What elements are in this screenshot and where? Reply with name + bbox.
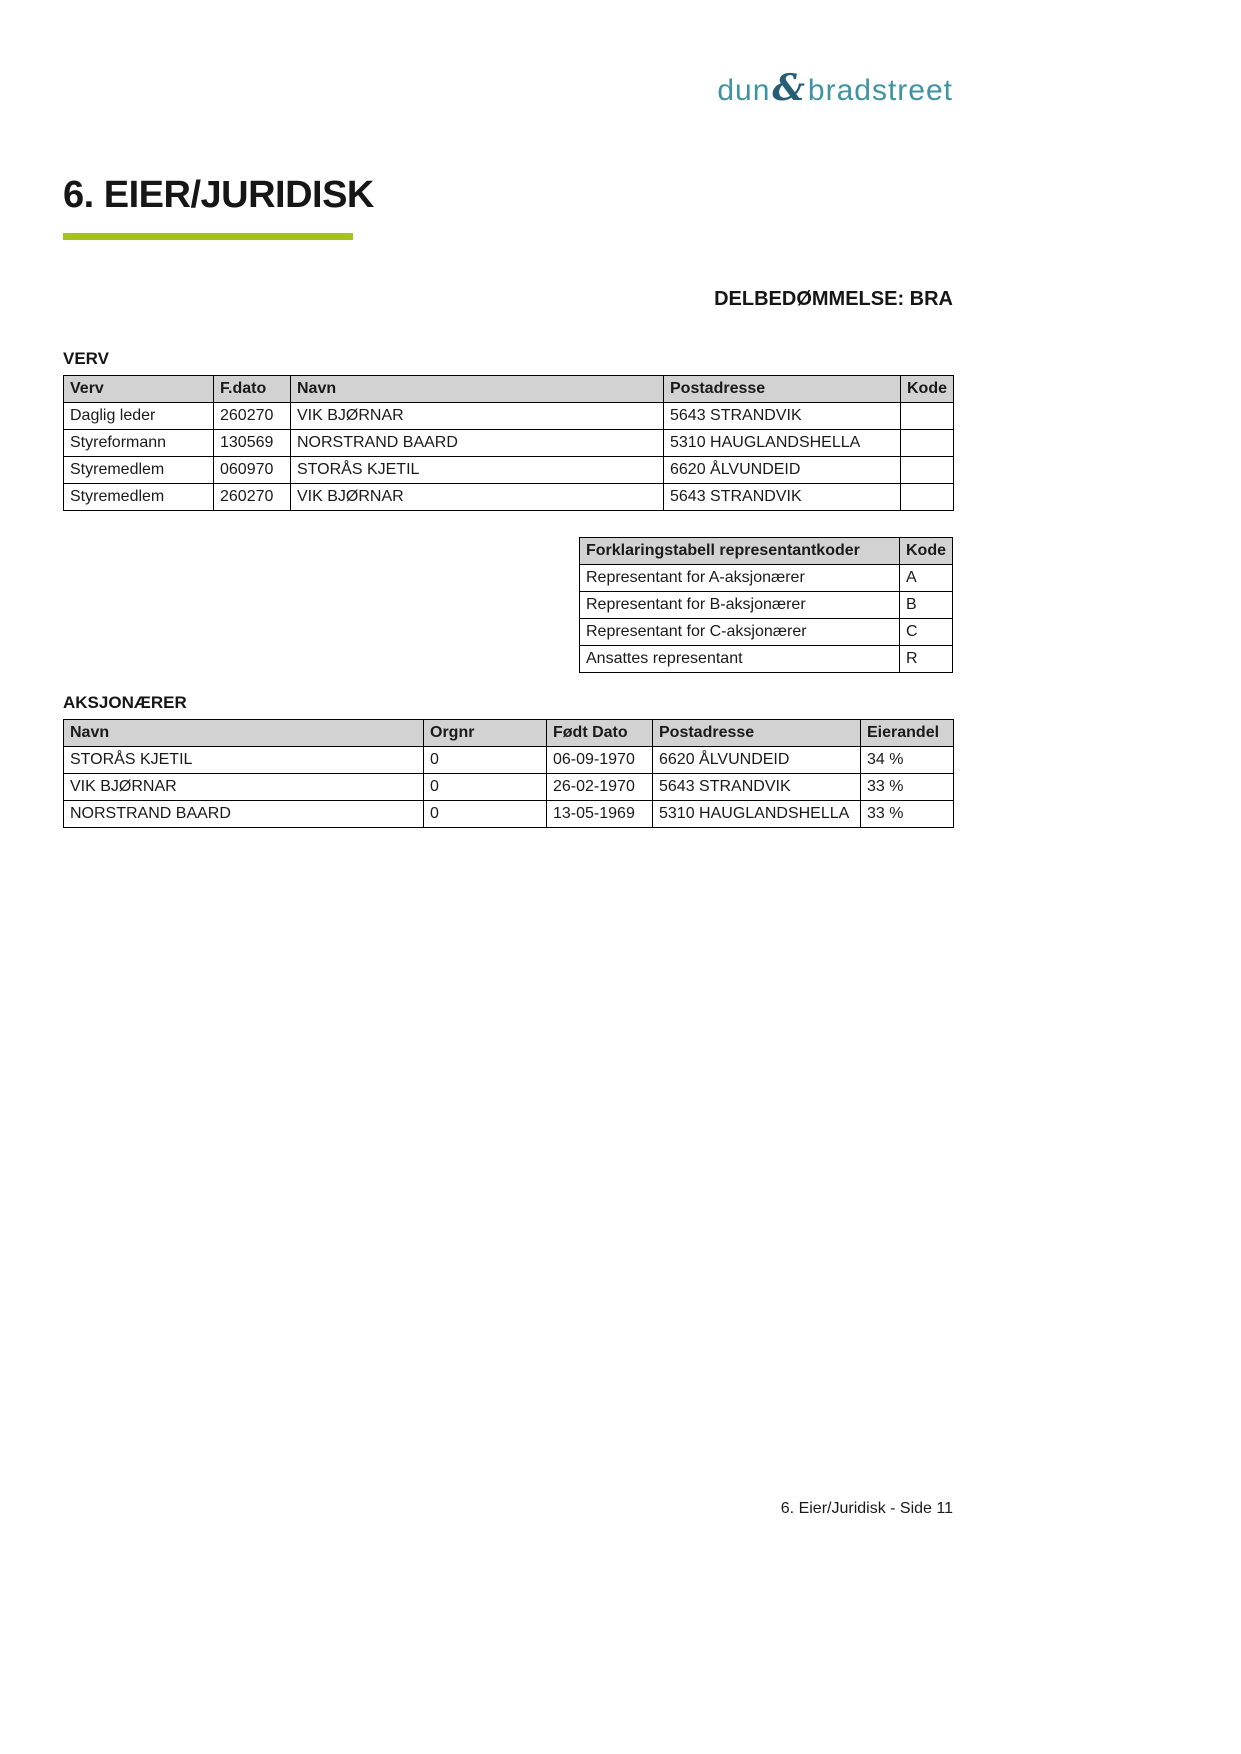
table-cell: 0: [424, 774, 547, 801]
table-cell: Representant for C-aksjonærer: [580, 619, 900, 646]
table-cell: NORSTRAND BAARD: [291, 430, 664, 457]
column-header-postadresse: Postadresse: [664, 376, 901, 403]
table-row: [580, 646, 953, 673]
table-cell: 060970: [214, 457, 291, 484]
column-header-verv: Verv: [64, 376, 214, 403]
table-cell: 0: [424, 747, 547, 774]
table-cell: VIK BJØRNAR: [291, 403, 664, 430]
table-row: [580, 565, 953, 592]
table-row: [64, 774, 954, 801]
table-row: [64, 484, 954, 511]
table-row: [64, 457, 954, 484]
table-row: [64, 801, 954, 828]
column-header-fodt-dato: Født Dato: [547, 720, 653, 747]
table-cell: 26-02-1970: [547, 774, 653, 801]
table-cell: [901, 430, 954, 457]
dun-bradstreet-logo: [63, 67, 953, 109]
ampersand-icon: &: [772, 67, 806, 109]
table-cell: 5643 STRANDVIK: [664, 484, 901, 511]
content-area: [63, 0, 953, 828]
table-cell: VIK BJØRNAR: [291, 484, 664, 511]
table-header-row: [580, 538, 953, 565]
table-cell: 6620 ÅLVUNDEID: [664, 457, 901, 484]
table-cell: Styremedlem: [64, 484, 214, 511]
table-cell: A: [900, 565, 953, 592]
column-header-fdato: F.dato: [214, 376, 291, 403]
table-cell: C: [900, 619, 953, 646]
table-cell: VIK BJØRNAR: [64, 774, 424, 801]
logo-text-dun: dun: [717, 74, 771, 107]
table-header-row: [64, 376, 954, 403]
column-header-kode: Kode: [900, 538, 953, 565]
column-header-postadresse: Postadresse: [653, 720, 861, 747]
column-header-navn: Navn: [291, 376, 664, 403]
column-header-kode: Kode: [901, 376, 954, 403]
column-header-eierandel: Eierandel: [861, 720, 954, 747]
table-cell: Representant for A-aksjonærer: [580, 565, 900, 592]
table-cell: NORSTRAND BAARD: [64, 801, 424, 828]
table-cell: 6620 ÅLVUNDEID: [653, 747, 861, 774]
table-cell: [901, 484, 954, 511]
table-cell: 34 %: [861, 747, 954, 774]
table-cell: Daglig leder: [64, 403, 214, 430]
table-cell: 0: [424, 801, 547, 828]
table-cell: Representant for B-aksjonærer: [580, 592, 900, 619]
table-cell: 130569: [214, 430, 291, 457]
table-cell: Styremedlem: [64, 457, 214, 484]
table-cell: 5643 STRANDVIK: [653, 774, 861, 801]
table-row: [580, 619, 953, 646]
table-cell: [901, 403, 954, 430]
table-cell: Ansattes representant: [580, 646, 900, 673]
table-cell: 13-05-1969: [547, 801, 653, 828]
table-row: [64, 403, 954, 430]
aksjonaerer-table: [63, 719, 954, 828]
column-header-orgnr: Orgnr: [424, 720, 547, 747]
table-cell: STORÅS KJETIL: [64, 747, 424, 774]
table-cell: Styreformann: [64, 430, 214, 457]
table-cell: [901, 457, 954, 484]
table-cell: R: [900, 646, 953, 673]
table-row: [64, 747, 954, 774]
table-cell: STORÅS KJETIL: [291, 457, 664, 484]
section-label-aksjonaerer: AKSJONÆRER: [63, 693, 187, 712]
column-header-navn: Navn: [64, 720, 424, 747]
table-cell: 5310 HAUGLANDSHELLA: [664, 430, 901, 457]
column-header-forklaringstabell: Forklaringstabell representantkoder: [580, 538, 900, 565]
page-title: 6. EIER/JURIDISK: [63, 174, 374, 216]
representantkoder-table: [579, 537, 953, 673]
page-footer: 6. Eier/Juridisk - Side 11: [780, 1500, 953, 1517]
table-cell: 33 %: [861, 801, 954, 828]
table-cell: B: [900, 592, 953, 619]
table-row: [64, 430, 954, 457]
section-label-verv: VERV: [63, 349, 109, 368]
table-cell: 5643 STRANDVIK: [664, 403, 901, 430]
table-cell: 33 %: [861, 774, 954, 801]
table-cell: 06-09-1970: [547, 747, 653, 774]
table-cell: 5310 HAUGLANDSHELLA: [653, 801, 861, 828]
table-cell: 260270: [214, 484, 291, 511]
logo-text-bradstreet: bradstreet: [807, 74, 953, 107]
accent-rule: [63, 233, 353, 240]
verv-table: [63, 375, 954, 511]
rating-subheading: DELBEDØMMELSE: BRA: [714, 288, 953, 310]
table-header-row: [64, 720, 954, 747]
table-cell: 260270: [214, 403, 291, 430]
table-row: [580, 592, 953, 619]
